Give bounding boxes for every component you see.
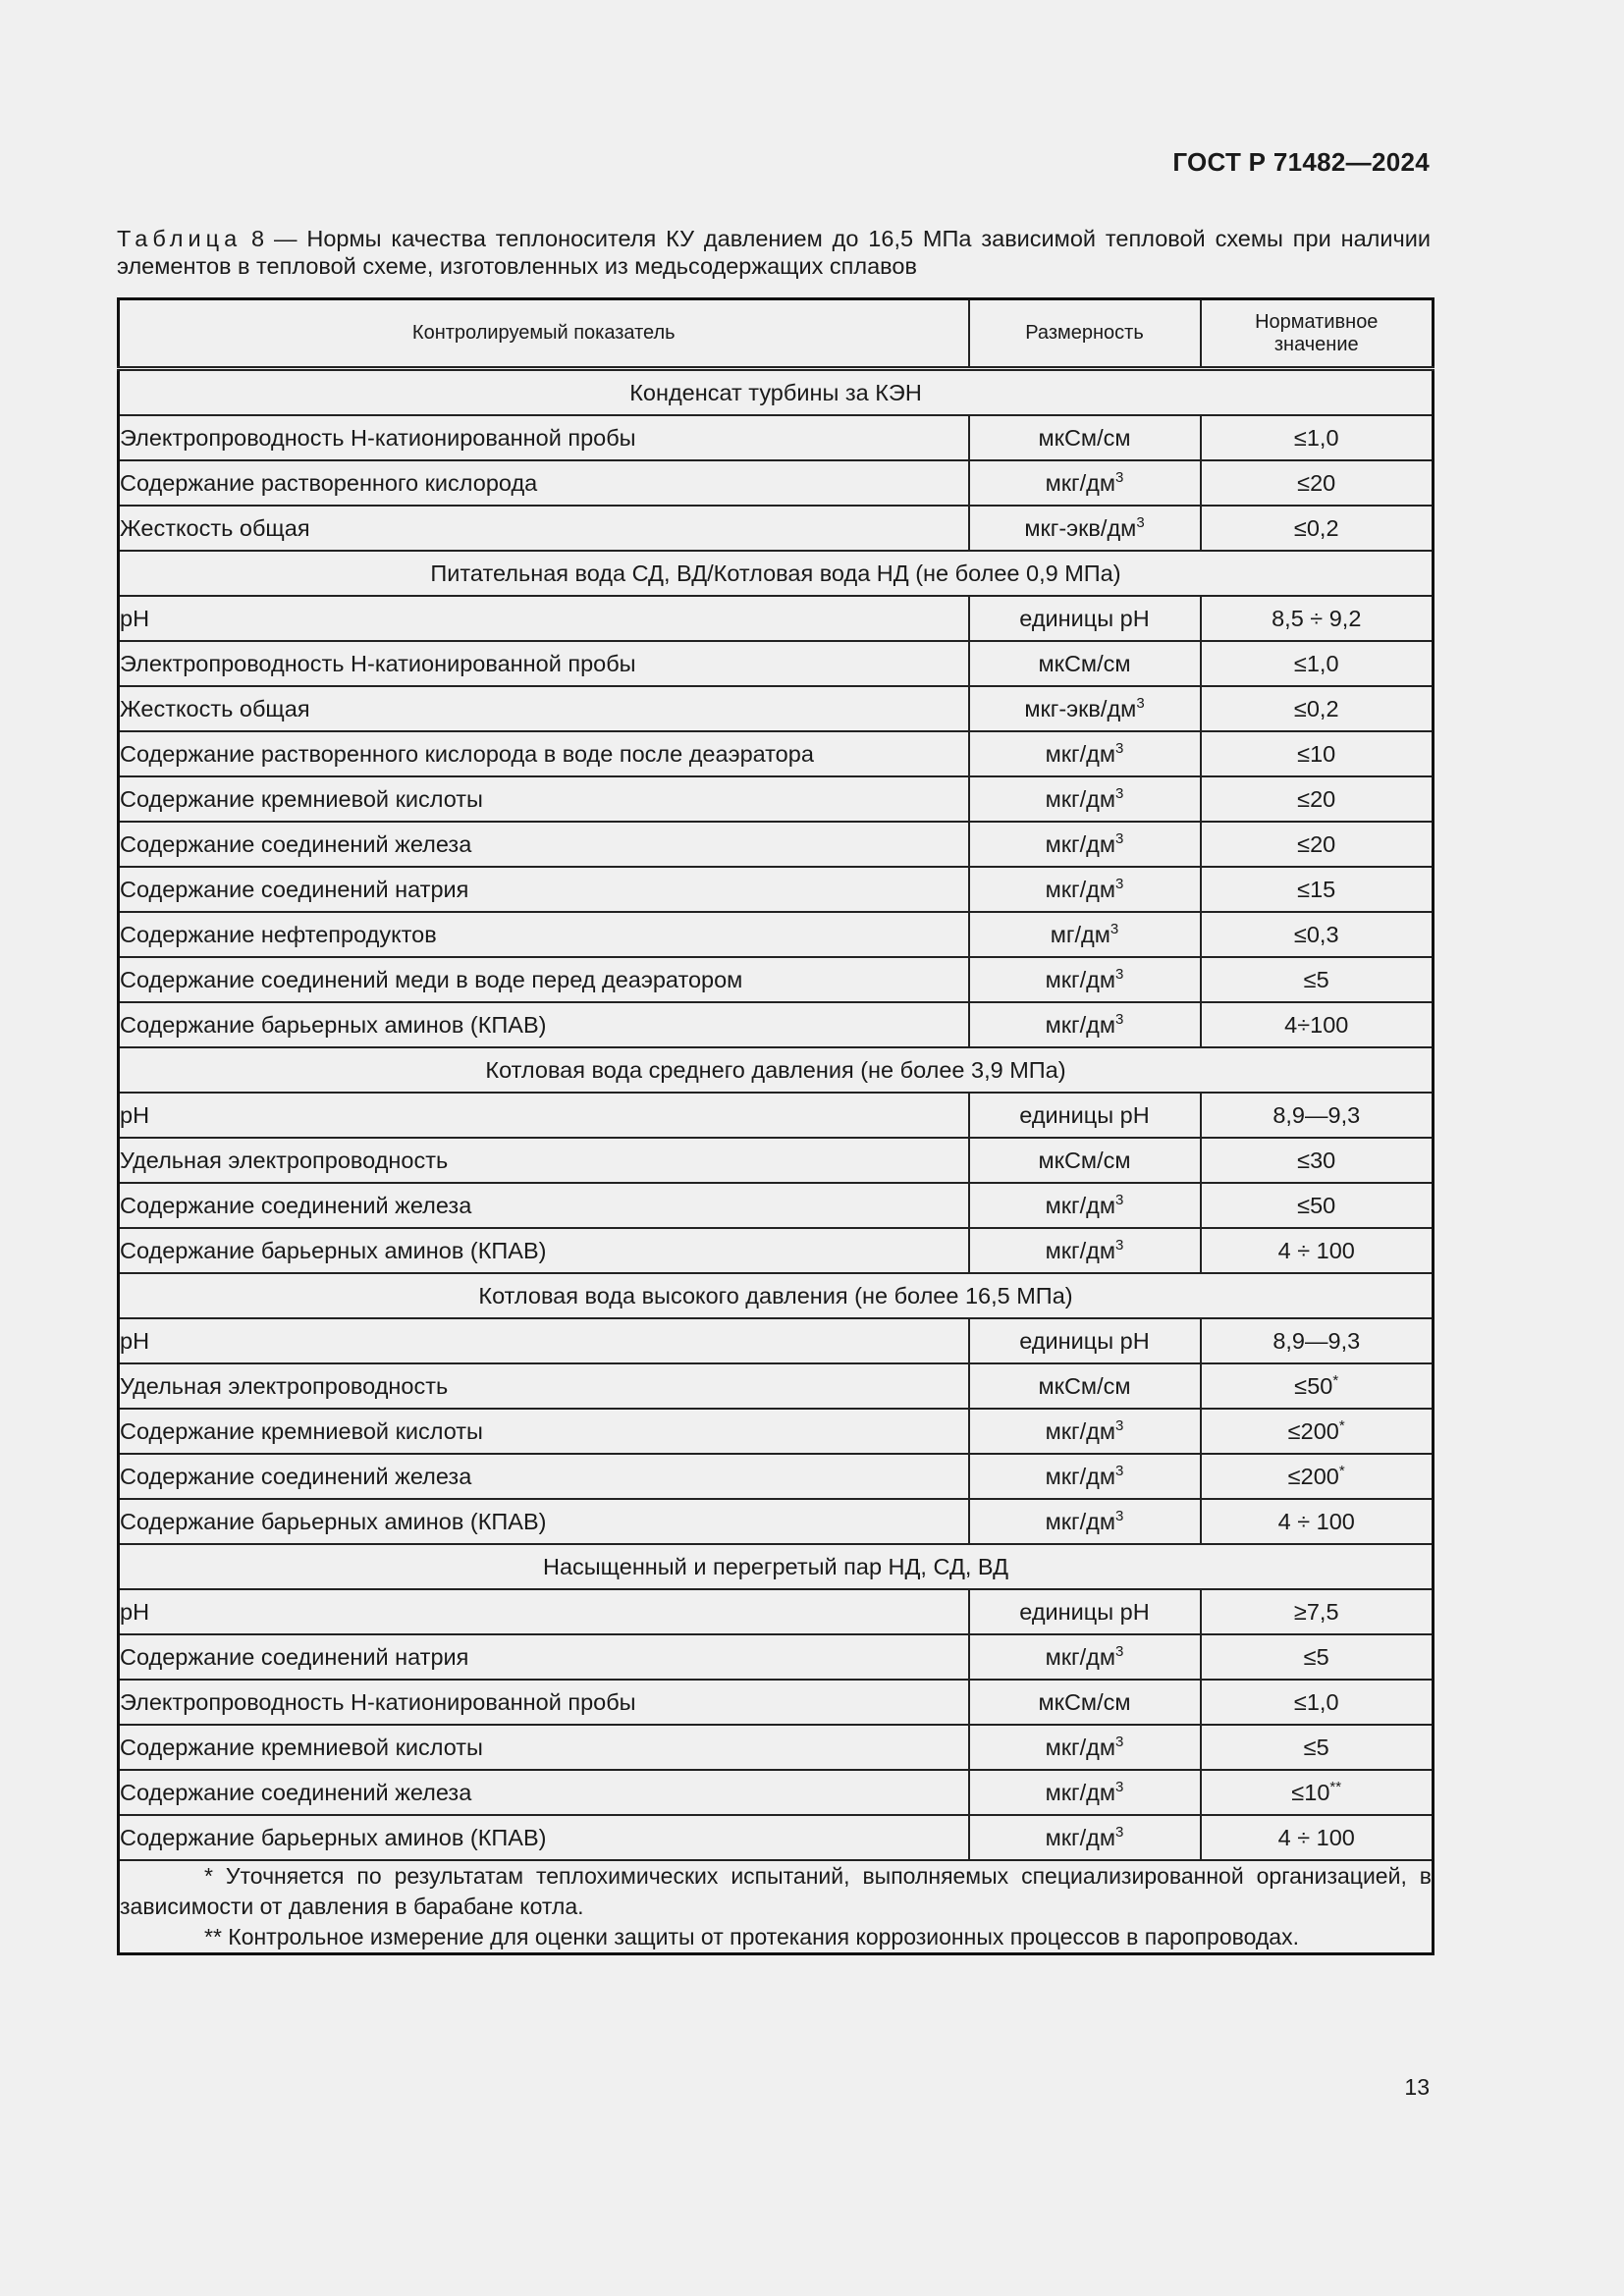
norm-value-text: 8,5 ÷ 9,2 [1272, 605, 1362, 631]
footnote-marker: * [1338, 1462, 1345, 1479]
table-row [119, 776, 1434, 822]
unit-cell [969, 731, 1201, 776]
unit-exponent: 3 [1115, 784, 1124, 802]
norm-value-text: 4÷100 [1284, 1011, 1349, 1038]
norm-value-text: 4 ÷ 100 [1277, 1237, 1355, 1263]
table-row [119, 1228, 1434, 1273]
unit-cell [969, 686, 1201, 731]
unit-cell [969, 641, 1201, 686]
header-norm: Нормативное значение [1201, 299, 1434, 369]
norm-value-cell [1201, 686, 1434, 731]
unit-exponent: 3 [1115, 1462, 1124, 1479]
unit-exponent: 3 [1115, 1642, 1124, 1660]
unit-cell [969, 1725, 1201, 1770]
table-header-row [119, 299, 1434, 369]
norm-value-text: ≥7,5 [1293, 1598, 1339, 1625]
table-row [119, 912, 1434, 957]
unit-text: мкСм/см [1038, 1688, 1131, 1715]
unit-text: мкСм/см [1038, 1147, 1131, 1173]
norm-value-text: ≤10 [1297, 740, 1336, 767]
unit-text: единицы pH [1019, 1101, 1150, 1128]
unit-text: мкСм/см [1038, 650, 1131, 676]
norm-value-text: ≤50 [1297, 1192, 1336, 1218]
caption-text: 8 — Нормы качества теплоносителя КУ давлением до 16,5 МПа зависимой тепловой схемы при наличии элементов в тепловой схеме, изготовленных из медьсодержащих сплавов [117, 226, 1431, 279]
norm-value-text: ≤15 [1297, 876, 1336, 902]
unit-text: мкг/дм [1045, 1508, 1116, 1534]
parameter-cell: Содержание соединений железа [119, 1454, 969, 1499]
unit-cell [969, 460, 1201, 506]
parameter-cell: Содержание соединений натрия [119, 867, 969, 912]
table-row [119, 415, 1434, 460]
unit-text: мкг/дм [1045, 1192, 1116, 1218]
unit-exponent: 3 [1115, 1010, 1124, 1028]
page-number: 13 [1404, 2074, 1430, 2100]
footnote: * Уточняется по результатам теплохимических испытаний, выполняемых специализированной организацией, в зависимости от давления в барабане котла. [120, 1863, 1432, 1919]
document-code: ГОСТ Р 71482—2024 [1172, 147, 1430, 177]
footnotes-cell [119, 1860, 1434, 1954]
unit-text: мкг/дм [1045, 830, 1116, 857]
section-title: Котловая вода высокого давления (не более 16,5 МПа) [119, 1273, 1434, 1318]
unit-text: мкСм/см [1038, 424, 1131, 451]
norm-value-cell [1201, 460, 1434, 506]
unit-cell [969, 1183, 1201, 1228]
unit-text: мкСм/см [1038, 1372, 1131, 1399]
norm-value-cell [1201, 776, 1434, 822]
table-row [119, 822, 1434, 867]
norm-value-cell [1201, 641, 1434, 686]
table-row [119, 1002, 1434, 1047]
norm-value-cell [1201, 1589, 1434, 1634]
section-title: Насыщенный и перегретый пар НД, СД, ВД [119, 1544, 1434, 1589]
norm-value-cell [1201, 1815, 1434, 1860]
section-title: Питательная вода СД, ВД/Котловая вода НД (не более 0,9 МПа) [119, 551, 1434, 596]
norm-value-cell [1201, 1228, 1434, 1273]
table-row [119, 957, 1434, 1002]
table-row [119, 641, 1434, 686]
table-row [119, 867, 1434, 912]
table-row [119, 1589, 1434, 1634]
unit-exponent: 3 [1115, 1823, 1124, 1841]
unit-cell [969, 596, 1201, 641]
parameter-cell: Содержание барьерных аминов (КПАВ) [119, 1815, 969, 1860]
table-row [119, 1183, 1434, 1228]
parameter-cell: pH [119, 1093, 969, 1138]
unit-exponent: 3 [1115, 1191, 1124, 1208]
parameter-cell: Содержание растворенного кислорода в воде после деаэратора [119, 731, 969, 776]
unit-cell [969, 1680, 1201, 1725]
parameter-cell: Содержание барьерных аминов (КПАВ) [119, 1499, 969, 1544]
unit-cell [969, 1002, 1201, 1047]
norm-value-text: 8,9—9,3 [1272, 1327, 1361, 1354]
header-unit: Размерность [969, 299, 1201, 369]
table-row [119, 686, 1434, 731]
unit-text: мкг/дм [1045, 1237, 1116, 1263]
norm-value-text: ≤200 [1287, 1417, 1339, 1444]
norm-value-cell [1201, 867, 1434, 912]
norm-value-cell [1201, 506, 1434, 551]
norm-value-cell [1201, 1680, 1434, 1725]
unit-text: мкг/дм [1045, 740, 1116, 767]
unit-text: мкг/дм [1045, 1734, 1116, 1760]
norm-value-text: ≤1,0 [1293, 1688, 1339, 1715]
unit-text: мкг/дм [1045, 1463, 1116, 1489]
table-row [119, 1770, 1434, 1815]
unit-text: мкг/дм [1045, 1643, 1116, 1670]
parameter-cell: Электропроводность Н-катионированной пробы [119, 415, 969, 460]
norm-value-text: ≤0,2 [1293, 514, 1339, 541]
table-row [119, 731, 1434, 776]
norm-value-cell [1201, 1318, 1434, 1363]
unit-text: мкг/дм [1045, 469, 1116, 496]
footnote-marker: ** [1329, 1778, 1342, 1795]
norm-value-cell [1201, 1002, 1434, 1047]
section-header-row [119, 1047, 1434, 1093]
section-title: Котловая вода среднего давления (не более 3,9 МПа) [119, 1047, 1434, 1093]
unit-cell [969, 1363, 1201, 1409]
table-row [119, 1454, 1434, 1499]
unit-cell [969, 1228, 1201, 1273]
unit-text: мкг-экв/дм [1024, 514, 1137, 541]
parameter-cell: Электропроводность Н-катионированной пробы [119, 1680, 969, 1725]
table-row [119, 460, 1434, 506]
table-row [119, 1409, 1434, 1454]
norm-value-text: ≤5 [1303, 1734, 1329, 1760]
unit-text: единицы pH [1019, 1598, 1150, 1625]
section-header-row [119, 369, 1434, 416]
table-row [119, 1138, 1434, 1183]
unit-exponent: 3 [1115, 1778, 1124, 1795]
norm-value-text: ≤5 [1303, 966, 1329, 992]
norm-value-text: 8,9—9,3 [1272, 1101, 1361, 1128]
norm-value-text: ≤0,3 [1293, 921, 1339, 947]
unit-cell [969, 1409, 1201, 1454]
table-row [119, 506, 1434, 551]
norm-value-text: 4 ÷ 100 [1277, 1508, 1355, 1534]
parameter-cell: Содержание барьерных аминов (КПАВ) [119, 1002, 969, 1047]
table-row [119, 1093, 1434, 1138]
parameter-cell: Удельная электропроводность [119, 1138, 969, 1183]
footnote: ** Контрольное измерение для оценки защиты от протекания коррозионных процессов в паропроводах. [204, 1924, 1299, 1949]
unit-cell [969, 1138, 1201, 1183]
norm-value-cell [1201, 731, 1434, 776]
norm-value-text: ≤20 [1297, 830, 1336, 857]
norm-value-text: ≤30 [1297, 1147, 1336, 1173]
norm-value-cell [1201, 822, 1434, 867]
norm-value-cell [1201, 957, 1434, 1002]
unit-text: мг/дм [1050, 921, 1110, 947]
unit-cell [969, 1318, 1201, 1363]
footnote-marker: * [1338, 1416, 1345, 1434]
header-parameter: Контролируемый показатель [119, 299, 969, 369]
unit-text: мкг-экв/дм [1024, 695, 1137, 721]
norm-value-cell [1201, 1409, 1434, 1454]
unit-exponent: 3 [1136, 513, 1145, 531]
table-row [119, 1634, 1434, 1680]
unit-text: единицы pH [1019, 1327, 1150, 1354]
parameter-cell: Жесткость общая [119, 686, 969, 731]
parameter-cell: Жесткость общая [119, 506, 969, 551]
table-row [119, 1363, 1434, 1409]
parameter-cell: Содержание соединений меди в воде перед деаэратором [119, 957, 969, 1002]
unit-cell [969, 957, 1201, 1002]
norm-value-cell [1201, 1183, 1434, 1228]
unit-cell [969, 1093, 1201, 1138]
norm-value-text: ≤200 [1287, 1463, 1339, 1489]
table-body [119, 369, 1434, 1954]
norm-value-text: ≤20 [1297, 469, 1336, 496]
footnote-marker: * [1332, 1371, 1339, 1389]
parameter-cell: Содержание соединений натрия [119, 1634, 969, 1680]
unit-exponent: 3 [1115, 875, 1124, 892]
norm-value-cell [1201, 1093, 1434, 1138]
norm-value-text: ≤1,0 [1293, 650, 1339, 676]
parameter-cell: Содержание соединений железа [119, 1770, 969, 1815]
section-header-row [119, 1544, 1434, 1589]
parameter-cell: Содержание соединений железа [119, 822, 969, 867]
unit-cell [969, 1454, 1201, 1499]
parameter-cell: Электропроводность Н-катионированной пробы [119, 641, 969, 686]
parameter-cell: pH [119, 1318, 969, 1363]
unit-text: мкг/дм [1045, 876, 1116, 902]
unit-text: мкг/дм [1045, 1417, 1116, 1444]
norm-value-cell [1201, 415, 1434, 460]
table-row [119, 596, 1434, 641]
norm-value-text: ≤10 [1291, 1779, 1330, 1805]
unit-text: мкг/дм [1045, 785, 1116, 812]
water-quality-table [117, 297, 1435, 1955]
parameter-cell: pH [119, 1589, 969, 1634]
unit-cell [969, 1589, 1201, 1634]
unit-cell [969, 867, 1201, 912]
norm-value-text: ≤0,2 [1293, 695, 1339, 721]
unit-cell [969, 822, 1201, 867]
unit-cell [969, 415, 1201, 460]
table-row [119, 1318, 1434, 1363]
parameter-cell: Содержание кремниевой кислоты [119, 776, 969, 822]
unit-exponent: 3 [1110, 920, 1119, 937]
table-row [119, 1499, 1434, 1544]
unit-exponent: 3 [1115, 1416, 1124, 1434]
norm-value-cell [1201, 1363, 1434, 1409]
footnotes-row [119, 1860, 1434, 1954]
unit-text: мкг/дм [1045, 966, 1116, 992]
table-caption [117, 225, 1431, 280]
norm-value-text: ≤20 [1297, 785, 1336, 812]
unit-exponent: 3 [1115, 468, 1124, 486]
unit-cell [969, 1770, 1201, 1815]
parameter-cell: Содержание нефтепродуктов [119, 912, 969, 957]
unit-cell [969, 1815, 1201, 1860]
norm-value-cell [1201, 1725, 1434, 1770]
unit-cell [969, 506, 1201, 551]
section-title: Конденсат турбины за КЭН [119, 369, 1434, 416]
unit-cell [969, 1499, 1201, 1544]
parameter-cell: Содержание кремниевой кислоты [119, 1725, 969, 1770]
unit-exponent: 3 [1136, 694, 1145, 712]
norm-value-cell [1201, 912, 1434, 957]
unit-exponent: 3 [1115, 739, 1124, 757]
parameter-cell: Удельная электропроводность [119, 1363, 969, 1409]
parameter-cell: pH [119, 596, 969, 641]
norm-value-cell [1201, 1770, 1434, 1815]
norm-value-text: ≤5 [1303, 1643, 1329, 1670]
norm-value-cell [1201, 1634, 1434, 1680]
norm-value-cell [1201, 1454, 1434, 1499]
norm-value-cell [1201, 1499, 1434, 1544]
unit-text: мкг/дм [1045, 1779, 1116, 1805]
table-row [119, 1680, 1434, 1725]
unit-exponent: 3 [1115, 1507, 1124, 1524]
unit-exponent: 3 [1115, 1236, 1124, 1254]
norm-value-text: ≤1,0 [1293, 424, 1339, 451]
norm-value-cell [1201, 596, 1434, 641]
unit-exponent: 3 [1115, 965, 1124, 983]
parameter-cell: Содержание кремниевой кислоты [119, 1409, 969, 1454]
unit-text: единицы pH [1019, 605, 1150, 631]
parameter-cell: Содержание растворенного кислорода [119, 460, 969, 506]
norm-value-cell [1201, 1138, 1434, 1183]
caption-prefix: Таблица [117, 226, 243, 251]
table-row [119, 1725, 1434, 1770]
unit-exponent: 3 [1115, 829, 1124, 847]
section-header-row [119, 551, 1434, 596]
unit-cell [969, 776, 1201, 822]
norm-value-text: 4 ÷ 100 [1277, 1824, 1355, 1850]
unit-cell [969, 912, 1201, 957]
unit-text: мкг/дм [1045, 1824, 1116, 1850]
section-header-row [119, 1273, 1434, 1318]
parameter-cell: Содержание барьерных аминов (КПАВ) [119, 1228, 969, 1273]
parameter-cell: Содержание соединений железа [119, 1183, 969, 1228]
unit-text: мкг/дм [1045, 1011, 1116, 1038]
unit-cell [969, 1634, 1201, 1680]
norm-value-text: ≤50 [1294, 1372, 1333, 1399]
unit-exponent: 3 [1115, 1733, 1124, 1750]
table-row [119, 1815, 1434, 1860]
